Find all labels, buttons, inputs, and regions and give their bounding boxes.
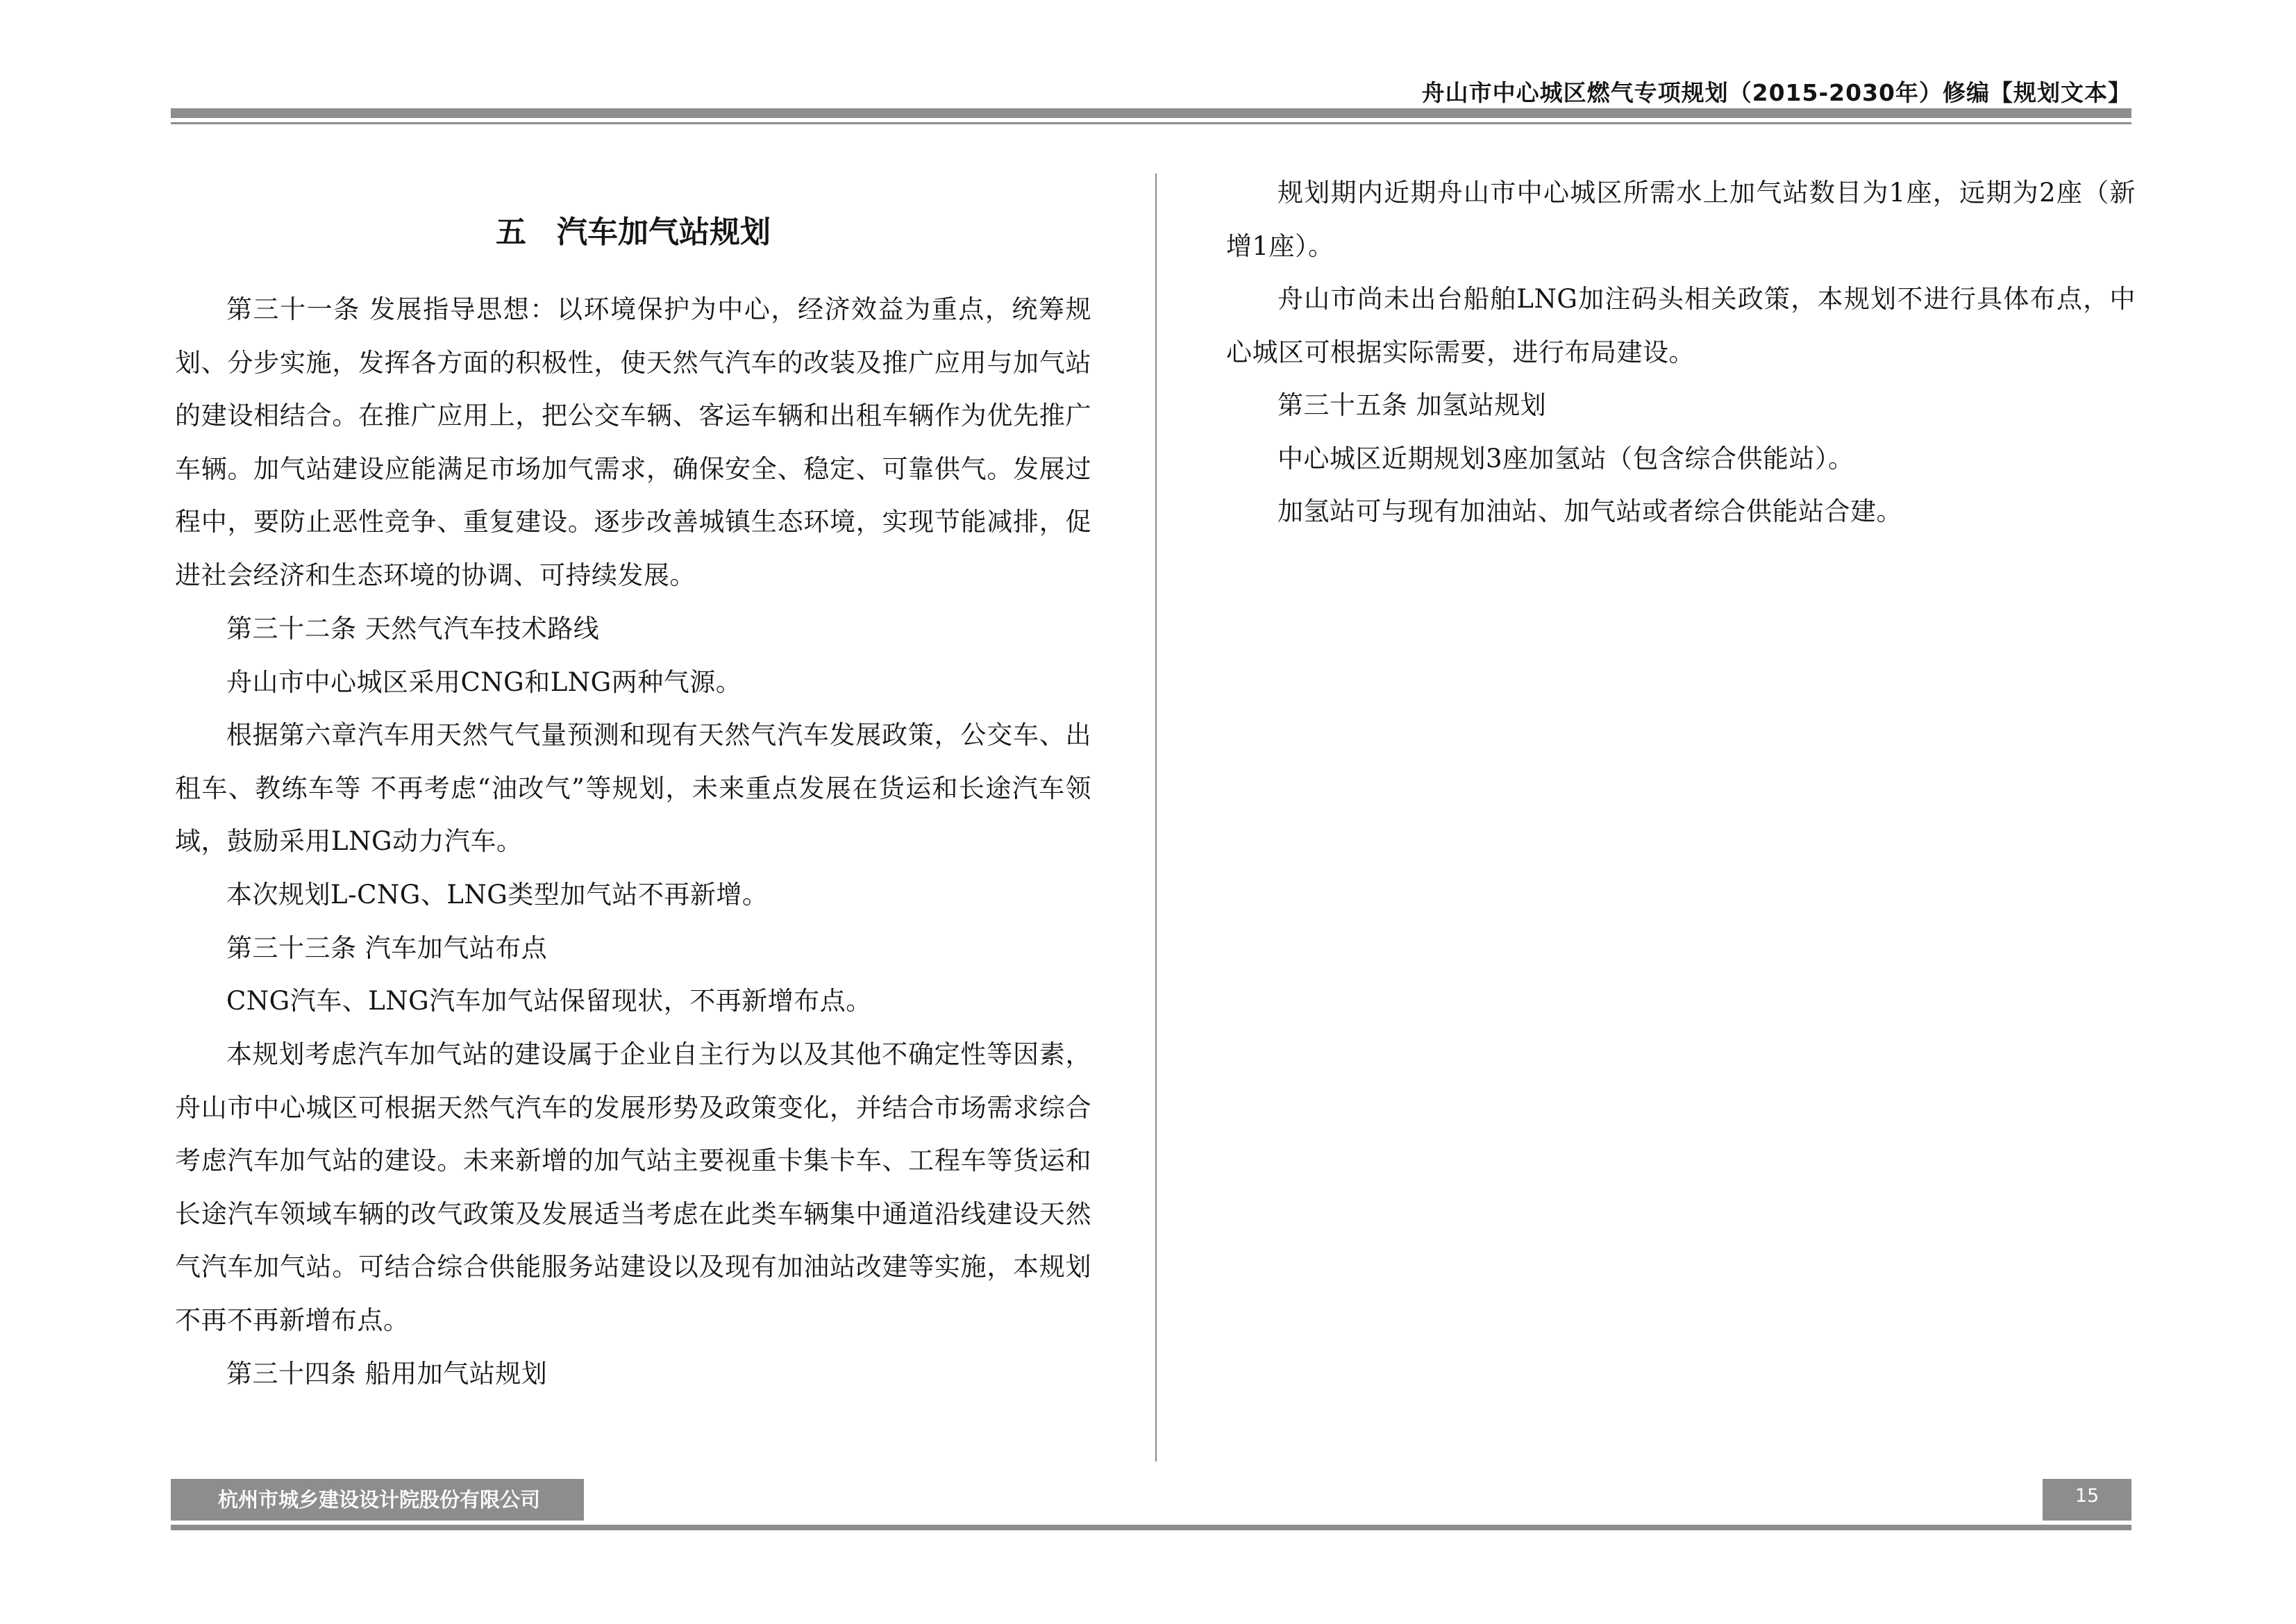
paragraph-article-33-heading: 第三十三条 汽车加气站布点 — [226, 933, 548, 963]
footer-rule — [171, 1525, 2131, 1530]
section-heading: 五 汽车加气站规划 — [496, 215, 771, 250]
paragraph-water-stations: 规划期内近期舟山市中心城区所需水上加气站数目为1座，远期为2座（新增1座）。 — [1226, 178, 2136, 261]
paragraph-policy: 根据第六章汽车用天然气气量预测和现有天然气汽车发展政策，公交车、出租车、教练车等 不再考虑“油改气”等规划，未来重点发展在货运和长途汽车领域，鼓励采用LNG动力汽车。 — [175, 720, 1091, 857]
column-divider — [1155, 174, 1157, 1462]
paragraph-article-35-heading: 第三十五条 加氢站规划 — [1277, 390, 1547, 420]
paragraph-article-34-heading: 第三十四条 船用加气站规划 — [226, 1359, 548, 1389]
page-number: 15 — [2043, 1479, 2131, 1521]
page-header-title: 舟山市中心城区燃气专项规划（2015-2030年）修编【规划文本】 — [1421, 79, 2131, 106]
header-rule-thick — [171, 108, 2131, 118]
footer-organization: 杭州市城乡建设设计院股份有限公司 — [171, 1479, 584, 1521]
paragraph-planning-considerations: 本规划考虑汽车加气站的建设属于企业自主行为以及其他不确定性等因素，舟山市中心城区可根据天然气汽车的发展形势及政策变化，并结合市场需求综合考虑汽车加气站的建设。未来新增的加气站主要视重卡集卡车、工程车等货运和长途汽车领域车辆的改气政策及发展适当考虑在此类车辆集中通道沿线建设天然气汽车加气站。可结合综合供能服务站建设以及现有加油站改建等实施，本规划不再不再新增布点。 — [175, 1039, 1091, 1335]
paragraph-lng-bunkering: 舟山市尚未出台船舶LNG加注码头相关政策，本规划不进行具体布点，中心城区可根据实际需要，进行布局建设。 — [1226, 284, 2136, 367]
header-rule-thin — [171, 122, 2131, 124]
paragraph-gas-sources: 舟山市中心城区采用CNG和LNG两种气源。 — [226, 667, 742, 697]
paragraph-station-status: CNG汽车、LNG汽车加气站保留现状，不再新增布点。 — [226, 986, 872, 1016]
paragraph-hydrogen-cobuild: 加氢站可与现有加油站、加气站或者综合供能站合建。 — [1277, 496, 1902, 526]
paragraph-article-31: 第三十一条 发展指导思想：以环境保护为中心，经济效益为重点，统筹规划、分步实施，发挥各方面的积极性，使天然气汽车的改装及推广应用与加气站的建设相结合。在推广应用上，把公交车辆、客运车辆和出租车辆作为优先推广车辆。加气站建设应能满足市场加气需求，确保安全、稳定、可靠供气。发展过程中，要防止恶性竞争、重复建设。逐步改善城镇生态环境，实现节能减排，促进社会经济和生态环境的协调、可持续发展。 — [175, 294, 1091, 590]
paragraph-hydrogen-stations: 中心城区近期规划3座加氢站（包含综合供能站）。 — [1277, 444, 1854, 474]
paragraph-article-32-heading: 第三十二条 天然气汽车技术路线 — [226, 614, 600, 644]
paragraph-no-new-lcng: 本次规划L-CNG、LNG类型加气站不再新增。 — [226, 880, 769, 910]
